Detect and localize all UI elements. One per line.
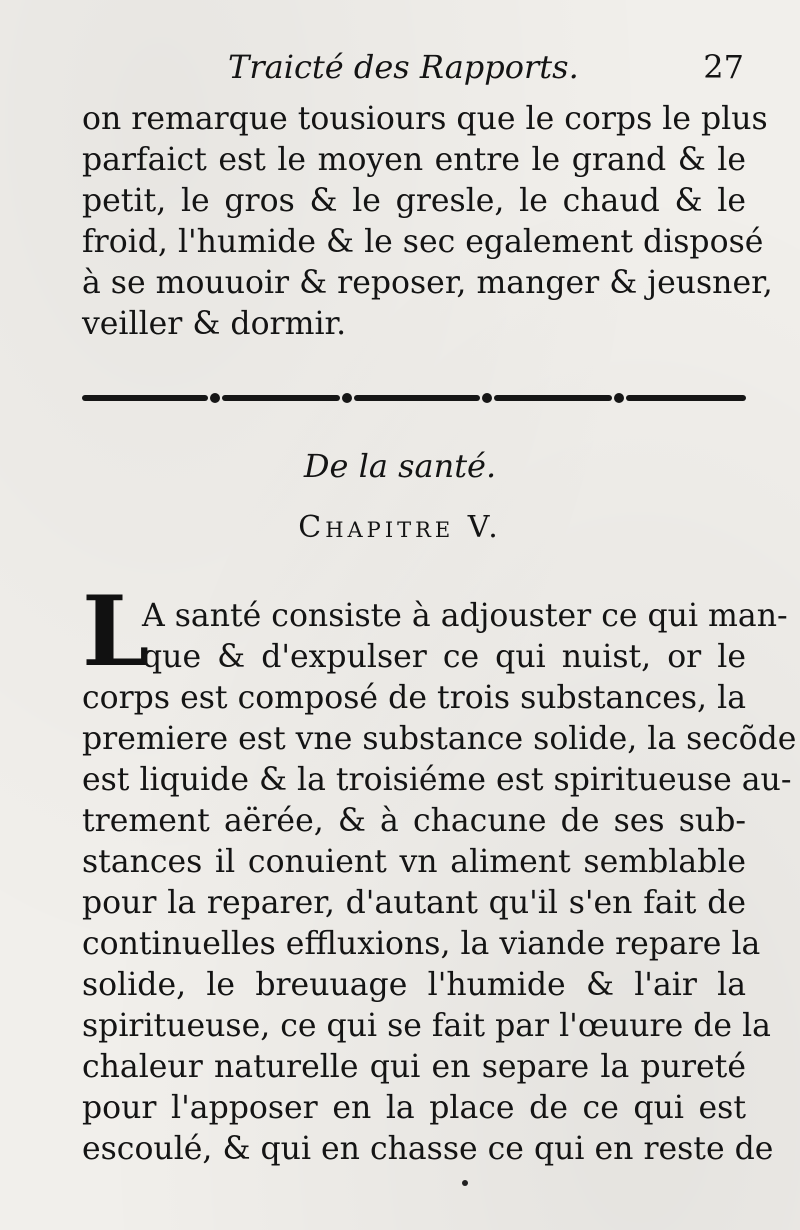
text-line: premiere est vne substance solide, la secõde bbox=[82, 721, 797, 757]
chapter-heading: Chapitre V. bbox=[298, 510, 502, 545]
text-line: que & d'expulser ce qui nuist, or le bbox=[142, 639, 746, 675]
text-line: spiritueuse, ce qui se fait par l'œuure de la bbox=[82, 1008, 771, 1044]
rule-segment bbox=[82, 395, 208, 401]
text-line: on remarque tousiours que le corps le plus bbox=[82, 101, 768, 137]
running-title: Traicté des Rapports. bbox=[228, 48, 579, 86]
rule-segment bbox=[626, 395, 746, 401]
text-line: chaleur naturelle qui en separe la pureté bbox=[82, 1049, 746, 1085]
rule-segment bbox=[494, 395, 612, 401]
text-line: pour la reparer, d'autant qu'il s'en fait de bbox=[82, 885, 746, 921]
text-line: stances il conuient vn aliment semblable bbox=[82, 844, 746, 880]
text-line: à se mouuoir & reposer, manger & jeusner, bbox=[82, 265, 773, 301]
text-line: petit, le gros & le gresle, le chaud & le bbox=[82, 183, 746, 219]
text-line: est liquide & la troisiéme est spiritueuse au- bbox=[82, 762, 792, 798]
running-head bbox=[80, 48, 750, 92]
rule-dot bbox=[482, 393, 492, 403]
top-paragraph bbox=[82, 99, 773, 345]
rule-dot bbox=[210, 393, 220, 403]
text-line: escoulé, & qui en chasse ce qui en reste de bbox=[82, 1131, 774, 1167]
section-title: De la santé. bbox=[303, 447, 497, 485]
text-line: parfaict est le moyen entre le grand & le bbox=[82, 142, 746, 178]
text-line: corps est composé de trois substances, la bbox=[82, 680, 746, 716]
ornamental-rule bbox=[82, 392, 746, 404]
text-line: continuelles effluxions, la viande repare la bbox=[82, 926, 761, 962]
rule-dot bbox=[342, 393, 352, 403]
signature-dot bbox=[462, 1180, 468, 1186]
text-line: A santé consiste à adjouster ce qui man- bbox=[142, 598, 788, 634]
rule-segment bbox=[354, 395, 480, 401]
text-line: veiller & dormir. bbox=[82, 306, 347, 342]
chapter-text bbox=[82, 596, 797, 1170]
rule-dot bbox=[614, 393, 624, 403]
text-line: solide, le breuuage l'humide & l'air la bbox=[82, 967, 746, 1003]
text-line: froid, l'humide & le sec egalement disposé bbox=[82, 224, 764, 260]
text-line: pour l'apposer en la place de ce qui est bbox=[82, 1090, 746, 1126]
rule-segment bbox=[222, 395, 340, 401]
page-number: 27 bbox=[703, 48, 744, 86]
drop-capital: L bbox=[82, 575, 150, 688]
text-line: trement aërée, & à chacune de ses sub- bbox=[82, 803, 746, 839]
